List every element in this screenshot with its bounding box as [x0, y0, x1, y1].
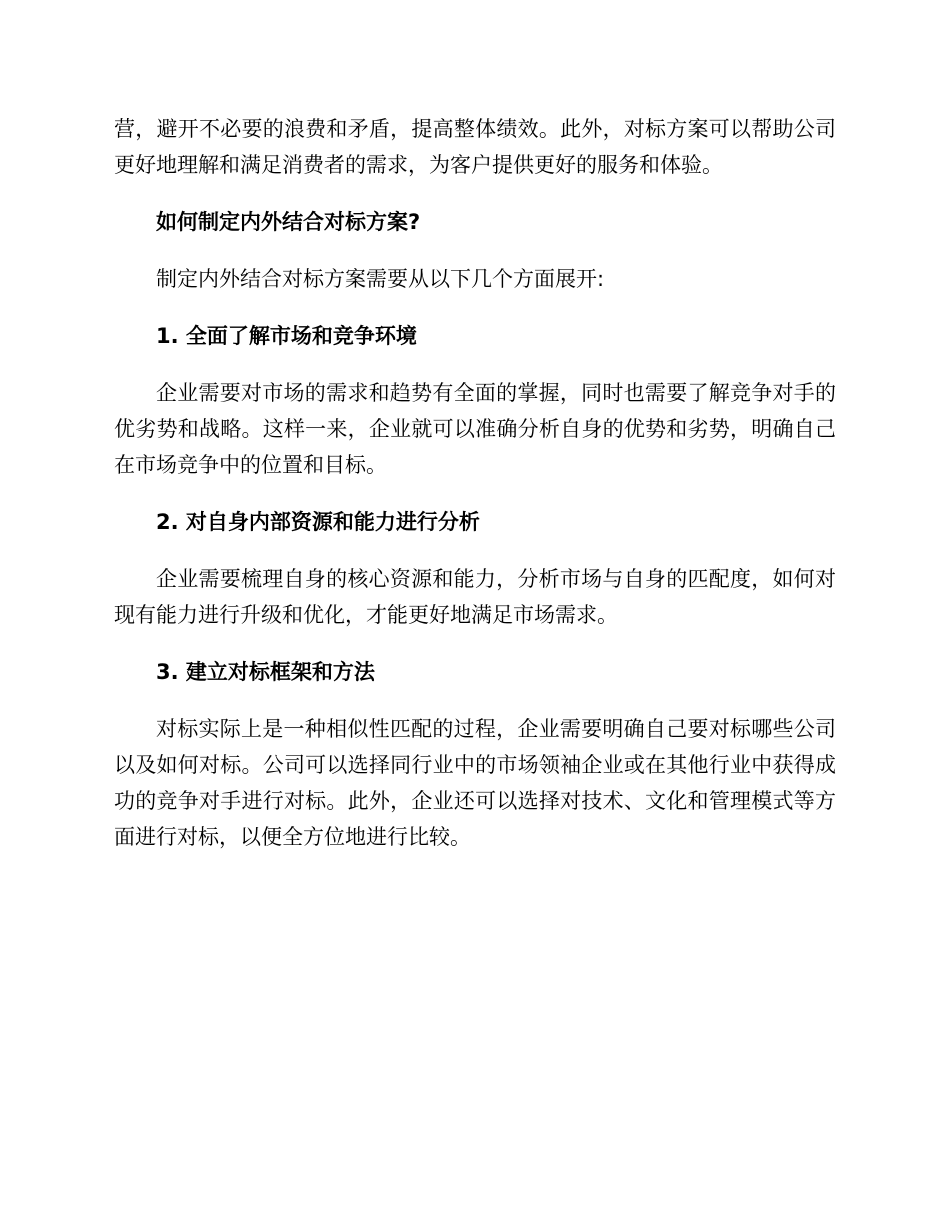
section-heading-1: 1. 全面了解市场和竞争环境 [156, 324, 417, 348]
intro-continuation-paragraph: 营，避开不必要的浪费和矛盾，提高整体绩效。此外，对标方案可以帮助公司更好地理解和满足消费者的需求，为客户提供更好的服务和体验。 [114, 117, 836, 177]
section-heading-2: 2. 对自身内部资源和能力进行分析 [156, 510, 480, 534]
document-body [114, 111, 836, 855]
section-2-paragraph: 企业需要梳理自身的核心资源和能力，分析市场与自身的匹配度，如何对现有能力进行升级和优化，才能更好地满足市场需求。 [114, 567, 836, 627]
how-intro-paragraph: 制定内外结合对标方案需要从以下几个方面展开: [156, 267, 605, 291]
section-1-paragraph: 企业需要对市场的需求和趋势有全面的掌握，同时也需要了解竞争对手的优劣势和战略。这样一来，企业就可以准确分析自身的优势和劣势，明确自己在市场竞争中的位置和目标。 [114, 381, 836, 477]
section-heading-3: 3. 建立对标框架和方法 [156, 660, 375, 684]
section-3-paragraph: 对标实际上是一种相似性匹配的过程，企业需要明确自己要对标哪些公司以及如何对标。公司可以选择同行业中的市场领袖企业或在其他行业中获得成功的竞争对手进行对标。此外，企业还可以选择对技术、文化和管理模式等方面进行对标，以便全方位地进行比较。 [114, 717, 836, 849]
section-heading-how: 如何制定内外结合对标方案? [156, 210, 421, 234]
